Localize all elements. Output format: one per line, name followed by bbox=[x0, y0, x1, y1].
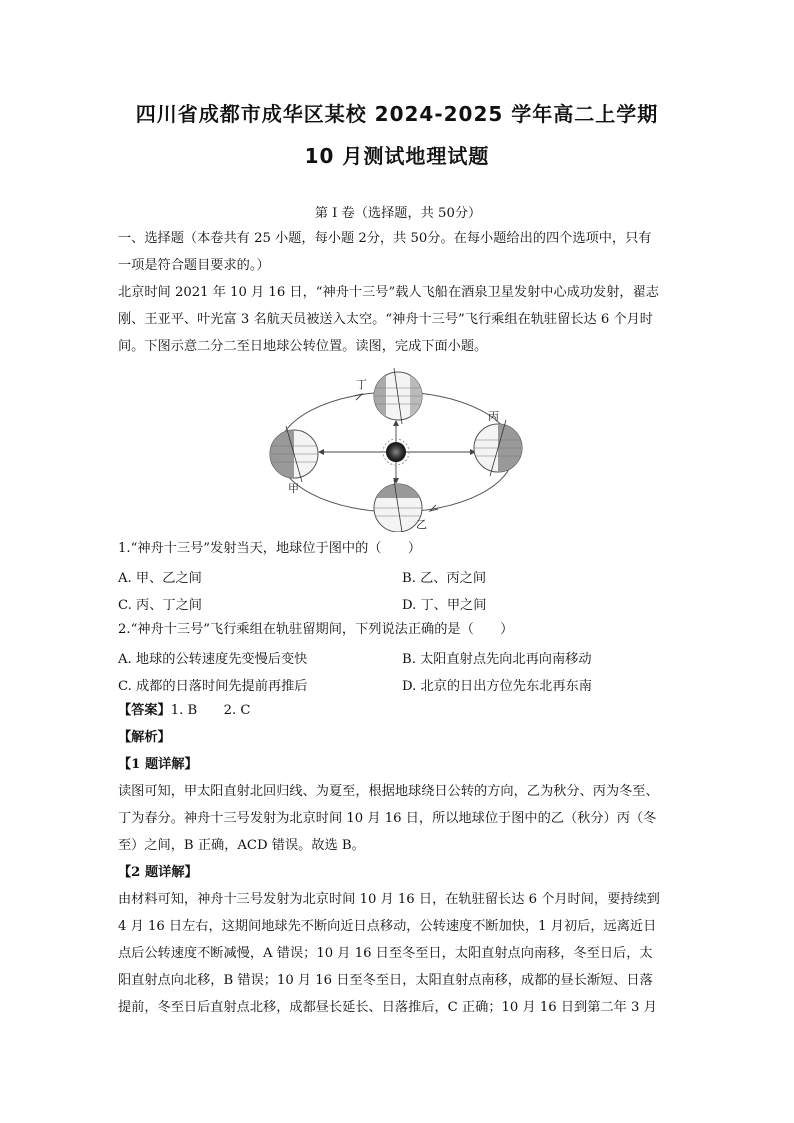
instructions-line-1: 一、选择题（本卷共有 25 小题，每小题 2分，共 50分。在每小题给出的四个选项中，只有 bbox=[118, 231, 652, 246]
label-ding: 丁 bbox=[356, 378, 367, 391]
answer-text: 1. B 2. C bbox=[170, 703, 251, 718]
material-line-1: 北京时间 2021 年 10 月 16 日，“神舟十三号”载人飞船在酒泉卫星发射中心成功发射，翟志 bbox=[118, 285, 659, 300]
orbit-arrow-icon bbox=[354, 394, 362, 400]
answer-tag: 【答案】 bbox=[118, 703, 171, 718]
q1-option-d: D. 丁、甲之间 bbox=[402, 598, 487, 613]
detail-2-line-4: 阳直射点向北移，B 错误；10 月 16 日至冬至日，太阳直射点南移，成都的昼长渐短、日落 bbox=[118, 973, 653, 988]
earth-ding-icon bbox=[374, 368, 422, 424]
q2-option-b: B. 太阳直射点先向北再向南移动 bbox=[402, 652, 592, 667]
q2-option-a: A. 地球的公转速度先变慢后变快 bbox=[118, 652, 308, 667]
detail-1-line-2: 丁为春分。神舟十三号发射为北京时间 10 月 16 日，所以地球位于图中的乙（秋分）丙（冬 bbox=[118, 811, 657, 826]
section-header: 第 I 卷（选择题，共 50分） bbox=[314, 206, 482, 221]
analysis-tag: 【解析】 bbox=[118, 730, 171, 745]
sun-icon bbox=[386, 442, 406, 462]
page-title-line-1: 四川省成都市成华区某校 2024-2025 学年高二上学期 bbox=[135, 102, 659, 126]
detail-2-line-2: 4 月 16 日左右，这期间地球先不断向近日点移动，公转速度不断加快，1 月初后，远离近日 bbox=[118, 919, 657, 934]
material-line-3: 间。下图示意二分二至日地球公转位置。读图，完成下面小题。 bbox=[118, 339, 488, 354]
detail-2-line-1: 由材料可知，神舟十三号发射为北京时间 10 月 16 日，在轨驻留长达 6 个月时间，要持续到 bbox=[118, 892, 660, 907]
earth-yi-icon bbox=[374, 480, 422, 532]
q1-option-b: B. 乙、丙之间 bbox=[402, 571, 487, 586]
q1-option-a: A. 甲、乙之间 bbox=[118, 571, 202, 586]
label-yi: 乙 bbox=[416, 518, 427, 531]
page-title-line-2: 10 月测试地理试题 bbox=[304, 144, 490, 168]
arrow-left-icon bbox=[318, 449, 324, 455]
label-jia: 甲 bbox=[288, 482, 299, 495]
detail-1-line-3: 至）之间，B 正确，ACD 错误。故选 B。 bbox=[118, 838, 365, 853]
detail-2-tag: 【2 题详解】 bbox=[118, 865, 198, 880]
label-bing: 丙 bbox=[488, 410, 499, 423]
q1-option-c: C. 丙、丁之间 bbox=[118, 598, 202, 613]
material-line-2: 刚、王亚平、叶光富 3 名航天员被送入太空。“神舟十三号”飞行乘组在轨驻留长达 6 个月时 bbox=[118, 312, 653, 327]
q2-stem: 2.“神舟十三号”飞行乘组在轨驻留期间，下列说法正确的是（ ） bbox=[118, 622, 514, 637]
instructions-line-2: 一项是符合题目要求的。） bbox=[118, 258, 270, 273]
q1-stem: 1.“神舟十三号”发射当天，地球位于图中的（ ） bbox=[118, 541, 422, 556]
answer-line bbox=[118, 702, 678, 720]
detail-1-tag: 【1 题详解】 bbox=[118, 757, 198, 772]
detail-2-line-3: 点后公转速度不断减慢，A 错误；10 月 16 日至冬至日，太阳直射点向南移，冬至日后，太 bbox=[118, 946, 653, 961]
arrow-up-icon bbox=[393, 420, 399, 426]
earth-bing-icon bbox=[474, 420, 522, 476]
earth-jia-icon bbox=[270, 426, 318, 482]
earth-orbit-diagram bbox=[262, 364, 532, 532]
q2-option-d: D. 北京的日出方位先东北再东南 bbox=[402, 679, 592, 694]
detail-2-line-5: 提前，冬至日后直射点北移，成都昼长延长、日落推后，C 正确；10 月 16 日到第二年 3 月 bbox=[118, 1000, 657, 1015]
q2-option-c: C. 成都的日落时间先提前再推后 bbox=[118, 679, 308, 694]
detail-1-line-1: 读图可知，甲太阳直射北回归线、为夏至，根据地球绕日公转的方向，乙为秋分、丙为冬至、 bbox=[118, 784, 659, 799]
